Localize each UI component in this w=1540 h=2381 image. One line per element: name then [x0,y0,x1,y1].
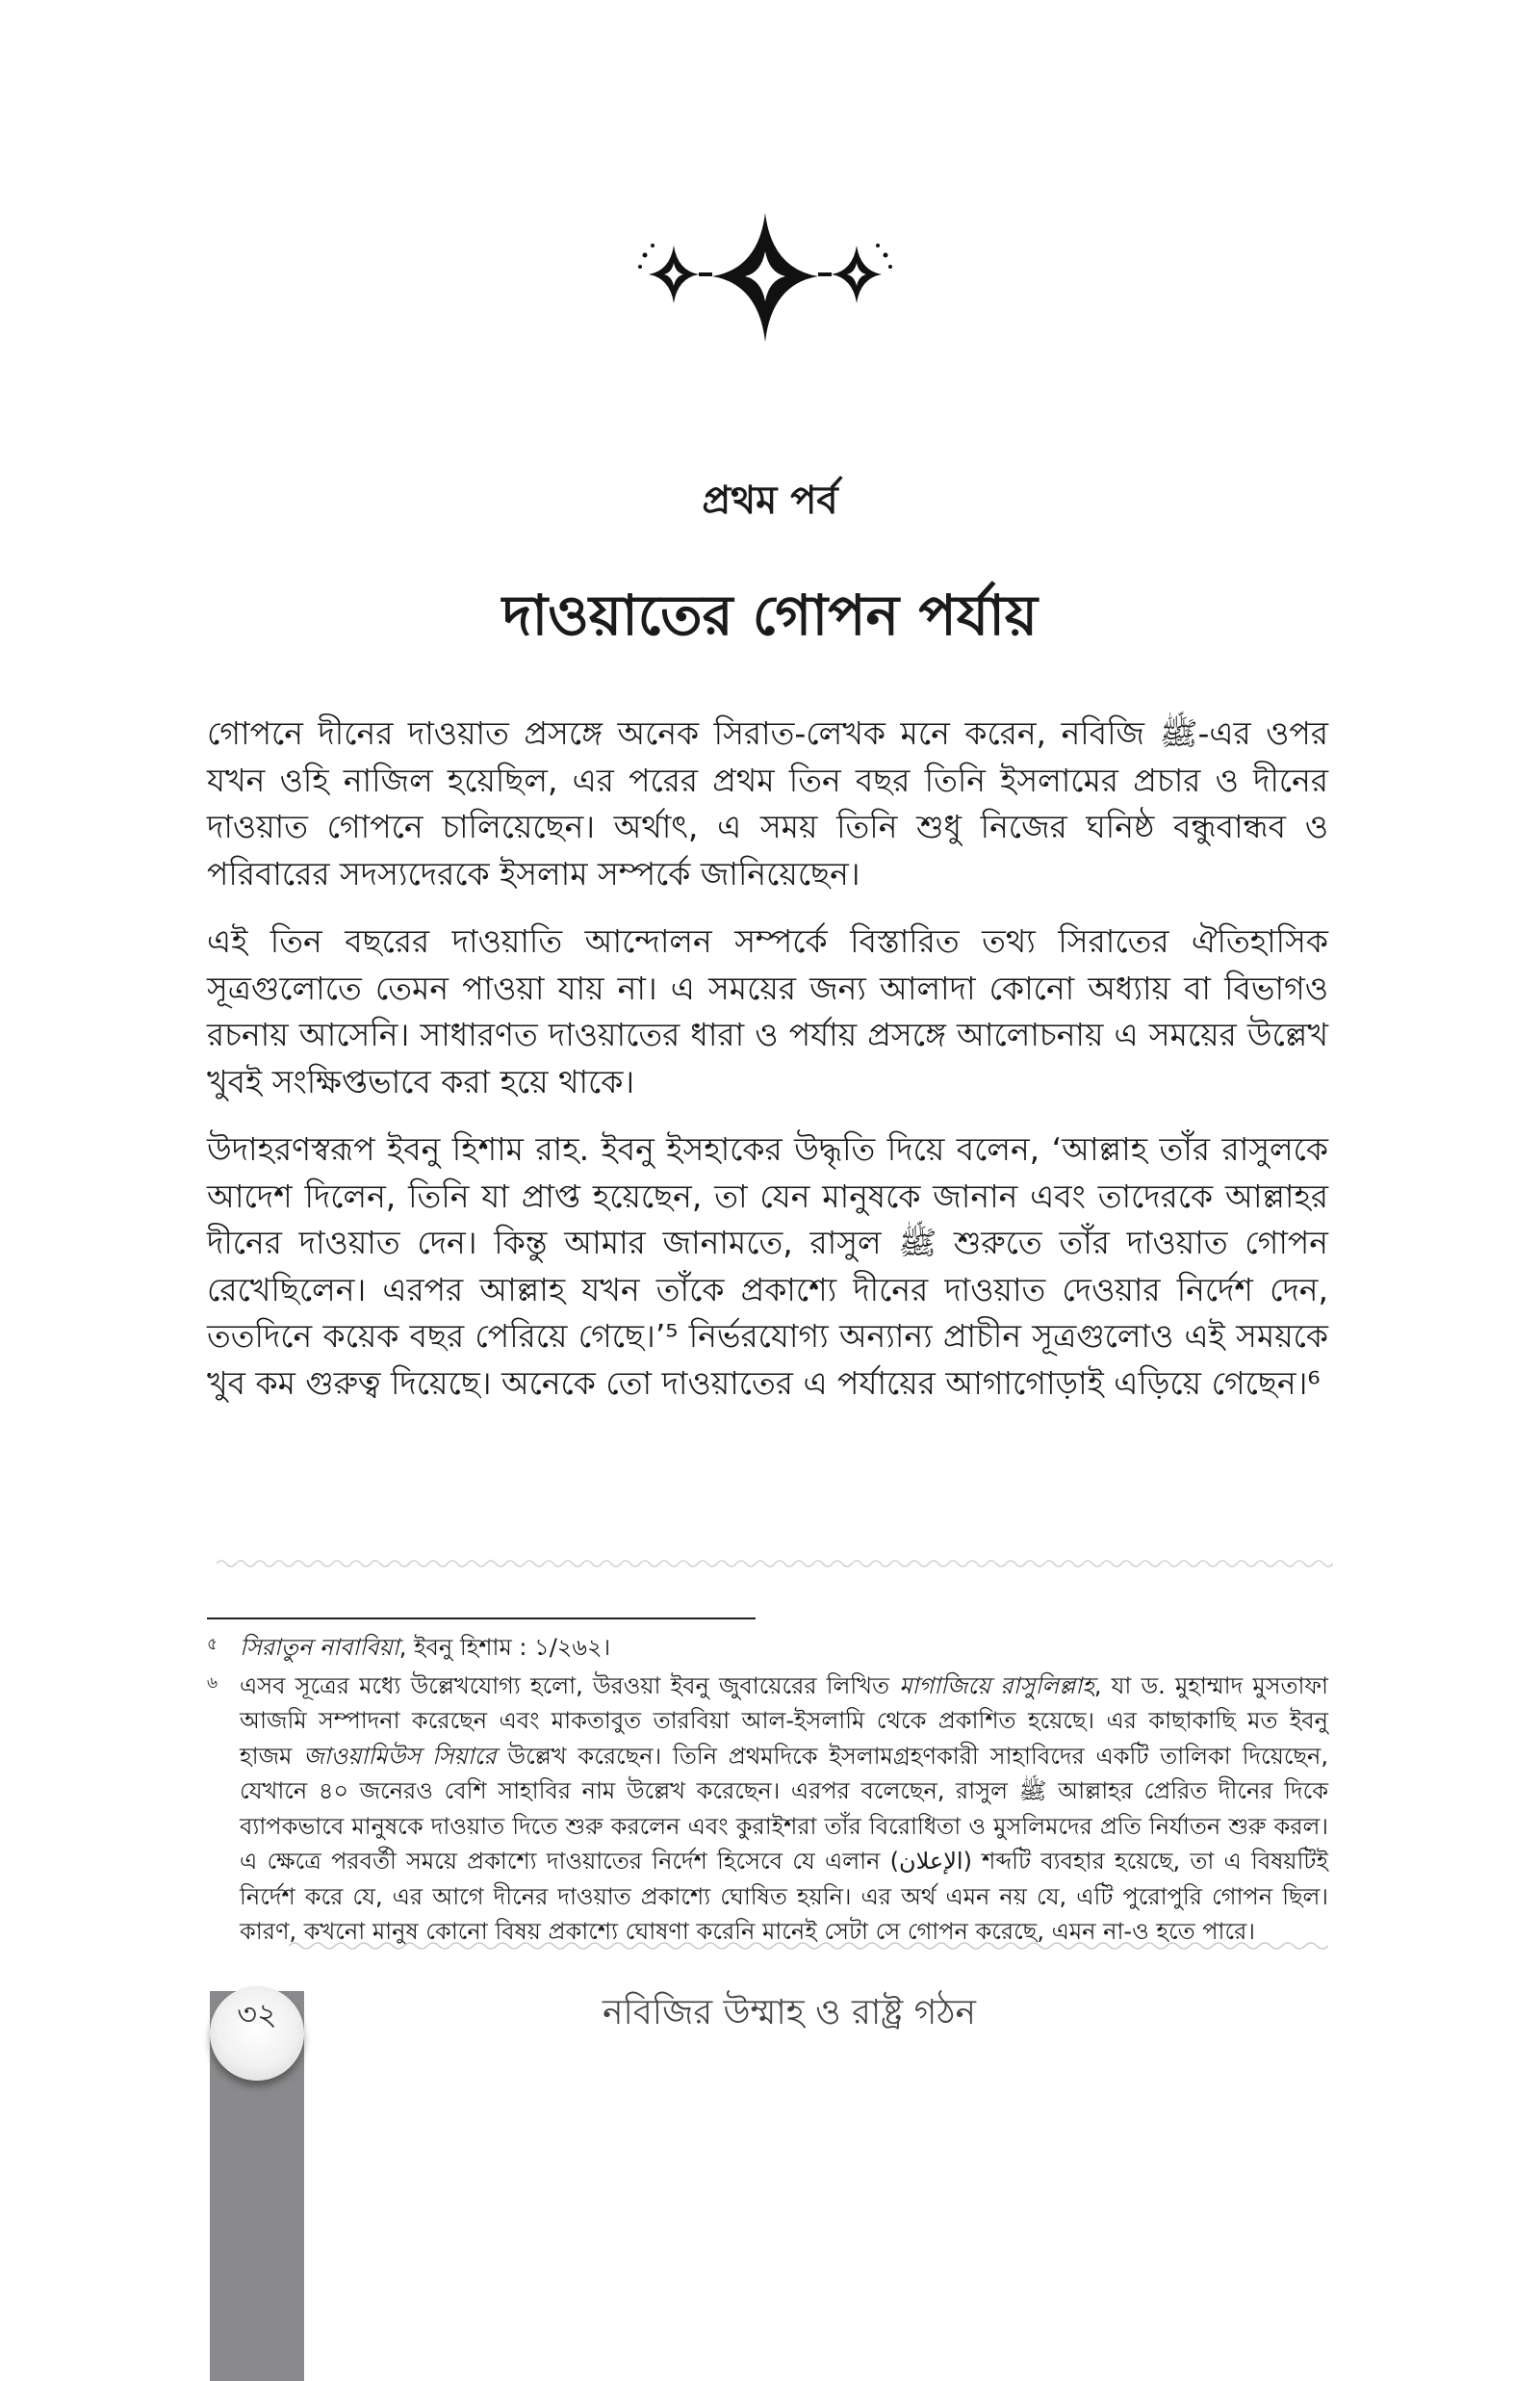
footnote-text: এসব সূত্রের মধ্যে উল্লেখযোগ্য হলো, উরওয়া ইবনু জুবায়েরের লিখিত মাগাজিয়ে রাসুলিল্লাহ, যা ড. মুহাম্মাদ মুসতাফা আজমি সম্পাদনা করেছেন এবং মাকতাবুত তারবিয়া আল-ইসলামি থেকে প্রকাশিত হয়েছে। এর কাছাকাছি মত ইবনু হাজম জাওয়ামিউস সিয়ারে উল্লেখ করেছেন। তিনি প্রথমদিকে ইসলামগ্রহণকারী সাহাবিদের একটি তালিকা দিয়েছেন, যেখানে ৪০ জনেরও বেশি সাহাবির নাম উল্লেখ করেছেন। এরপর বলেছেন, রাসুল ﷺ আল্লাহর প্রেরিত দীনের দিকে ব্যাপকভাবে মানুষকে দাওয়াত দিতে শুরু করলেন এবং কুরাইশরা তাঁর বিরোধিতা ও মুসলিমদের প্রতি নির্যাতন শুরু করল। এ ক্ষেত্রে পরবর্তী সময়ে প্রকাশ্যে দাওয়াতের নির্দেশ হিসেবে যে এলান (الإعلان) শব্দটি ব্যবহার হয়েছে, তা এ বিষয়টিই নির্দেশ করে যে, এর আগে দীনের দাওয়াত প্রকাশ্যে ঘোষিত হয়নি। এর অর্থ এমন নয় যে, এটি পুরোপুরি গোপন ছিল। কারণ, কখনো মানুষ কোনো বিষয় প্রকাশ্যে ঘোষণা করেনি মানেই সেটা সে গোপন করেছে, এমন না-ও হতে পারে। [240,1671,1329,1945]
paragraph-2: এই তিন বছরের দাওয়াতি আন্দোলন সম্পর্কে বিস্তারিত তথ্য সিরাতের ঐতিহাসিক সূত্রগুলোতে তেমন পাওয়া যায় না। এ সময়ের জন্য আলাদা কোনো অধ্যায় বা বিভাগও রচনায় আসেনি। সাধারণত দাওয়াতের ধারা ও পর্যায় প্রসঙ্গে আলোচনায় এ সময়ের উল্লেখ খুবই সংক্ষিপ্তভাবে করা হয়ে থাকে। [207,922,1328,1100]
footnotes [207,1630,1328,1953]
chapter-title: দাওয়াতের গোপন পর্যায় [501,582,1039,648]
footnote-5 [207,1630,1328,1666]
footnote-6 [207,1669,1328,1950]
footnote-title: মাগাজিয়ে রাসুলিল্লাহ [899,1671,1094,1699]
body-text [207,711,1328,1428]
footnote-title: সিরাতুন নাবাবিয়া [240,1634,399,1661]
footer-wave-divider [289,1938,1328,1954]
footnote-mark: ৬ [207,1672,218,1693]
wave-divider [217,1557,1333,1570]
footnote-title: জাওয়ামিউস সিয়ারে [303,1742,497,1770]
footnote-mark: ৫ [207,1635,218,1654]
part-label: প্রথম পর্ব [702,479,838,523]
paragraph-1: গোপনে দীনের দাওয়াত প্রসঙ্গে অনেক সিরাত-লেখক মনে করেন, নবিজি ﷺ-এর ওপর যখন ওহি নাজিল হয়েছিল, এর পরের প্রথম তিন বছর তিনি ইসলামের প্রচার ও দীনের দাওয়াত গোপনে চালিয়েছেন। অর্থাৎ, এ সময় তিনি শুধু নিজের ঘনিষ্ঠ বন্ধুবান্ধব ও পরিবারের সদস্যদেরকে ইসলাম সম্পর্কে জানিয়েছেন। [207,714,1328,893]
star-ornament-icon [626,207,905,351]
paragraph-3: উদাহরণস্বরূপ ইবনু হিশাম রাহ. ইবনু ইসহাকের উদ্ধৃতি দিয়ে বলেন, ‘আল্লাহ তাঁর রাসুলকে আদেশ দিলেন, তিনি যা প্রাপ্ত হয়েছেন, তা যেন মানুষকে জানান এবং তাদেরকে আল্লাহর দীনের দাওয়াত দেন। কিন্তু আমার জানামতে, রাসুল ﷺ শুরুতে তাঁর দাওয়াত গোপন রেখেছিলেন। এরপর আল্লাহ যখন তাঁকে প্রকাশ্যে দীনের দাওয়াত দেওয়ার নির্দেশ দেন, ততদিনে কয়েক বছর পেরিয়ে গেছে।’⁵ নির্ভরযোগ্য অন্যান্য প্রাচীন সূত্রগুলোও এই সময়কে খুব কম গুরুত্ব দিয়েছে। অনেকে তো দাওয়াতের এ পর্যায়ের আগাগোড়াই এড়িয়ে গেছেন।⁶ [207,1130,1328,1402]
footnote-separator [207,1618,756,1619]
page-number: ৩২ [237,1996,277,2032]
running-title: নবিজির উম্মাহ ও রাষ্ট্র গঠন [602,1993,977,2032]
footnote-text: সিরাতুন নাবাবিয়া, ইবনু হিশাম : ১/২৬২। [240,1634,611,1661]
